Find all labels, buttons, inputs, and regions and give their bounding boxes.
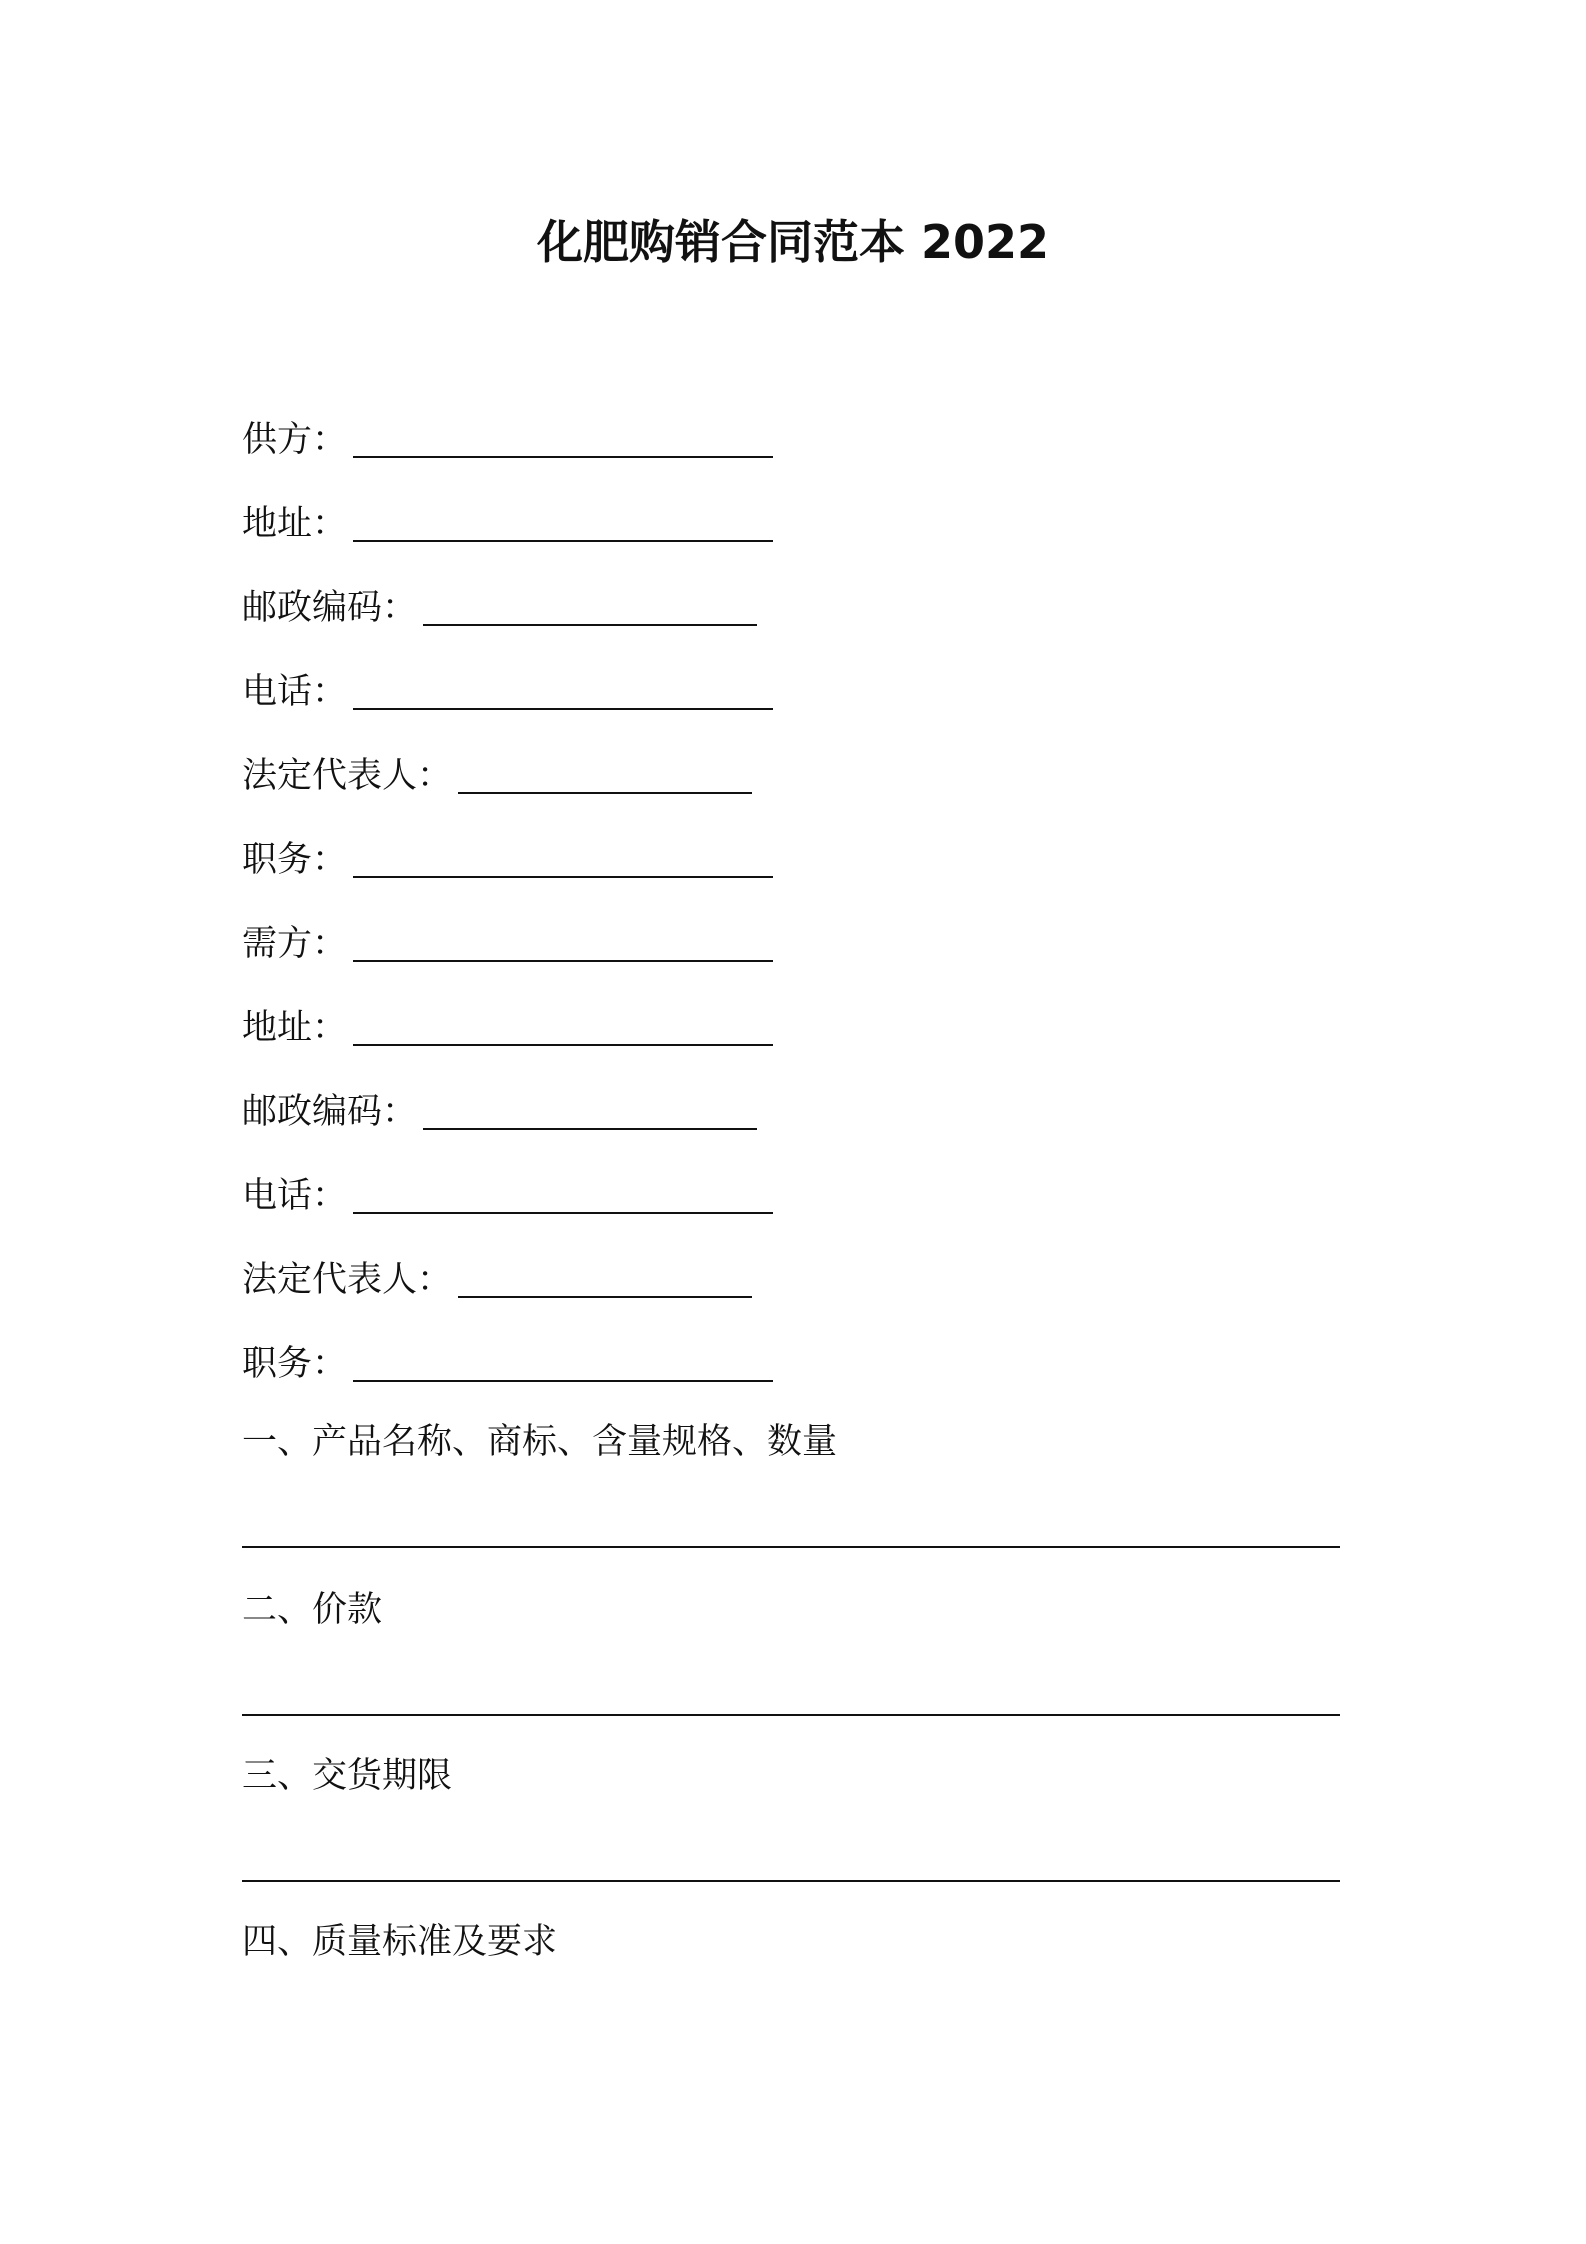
fill-in-blank[interactable]: [353, 1176, 773, 1214]
section-heading-delivery: 三、交货期限: [242, 1756, 453, 1796]
fill-in-blank[interactable]: [353, 840, 773, 878]
fill-in-blank[interactable]: [423, 588, 757, 626]
fill-in-blank[interactable]: [458, 1260, 752, 1298]
field-label: 邮政编码：: [242, 588, 418, 628]
buyer-legal-rep-field: [242, 1254, 752, 1302]
supplier-position-field: [242, 834, 773, 882]
field-label: 法定代表人：: [242, 756, 453, 796]
section-heading-quality: 四、质量标准及要求: [242, 1922, 558, 1962]
fill-in-blank[interactable]: [353, 1008, 773, 1046]
field-label: 职务：: [242, 840, 348, 880]
supplier-postcode-field: [242, 582, 757, 630]
field-label: 邮政编码：: [242, 1092, 418, 1132]
fill-in-blank[interactable]: [353, 1344, 773, 1382]
section-fill-line[interactable]: [242, 1546, 1340, 1548]
section-heading-price: 二、价款: [242, 1590, 383, 1630]
supplier-phone-field: [242, 666, 773, 714]
field-label: 法定代表人：: [242, 1260, 453, 1300]
field-label: 地址：: [242, 504, 348, 544]
buyer-name-field: [242, 918, 773, 966]
field-label: 职务：: [242, 1344, 348, 1384]
field-label: 电话：: [242, 1176, 348, 1216]
buyer-postcode-field: [242, 1086, 757, 1134]
field-label: 需方：: [242, 924, 348, 964]
buyer-position-field: [242, 1338, 773, 1386]
fill-in-blank[interactable]: [458, 756, 752, 794]
fill-in-blank[interactable]: [353, 504, 773, 542]
supplier-name-field: [242, 414, 773, 462]
buyer-phone-field: [242, 1170, 773, 1218]
fill-in-blank[interactable]: [353, 420, 773, 458]
document-title: 化肥购销合同范本 2022: [536, 215, 1050, 269]
buyer-address-field: [242, 1002, 773, 1050]
section-fill-line[interactable]: [242, 1714, 1340, 1716]
supplier-legal-rep-field: [242, 750, 752, 798]
fill-in-blank[interactable]: [423, 1092, 757, 1130]
section-fill-line[interactable]: [242, 1880, 1340, 1882]
fill-in-blank[interactable]: [353, 672, 773, 710]
field-label: 地址：: [242, 1008, 348, 1048]
section-heading-products: 一、产品名称、商标、含量规格、数量: [242, 1422, 838, 1462]
field-label: 电话：: [242, 672, 348, 712]
fill-in-blank[interactable]: [353, 924, 773, 962]
field-label: 供方：: [242, 420, 348, 460]
supplier-address-field: [242, 498, 773, 546]
